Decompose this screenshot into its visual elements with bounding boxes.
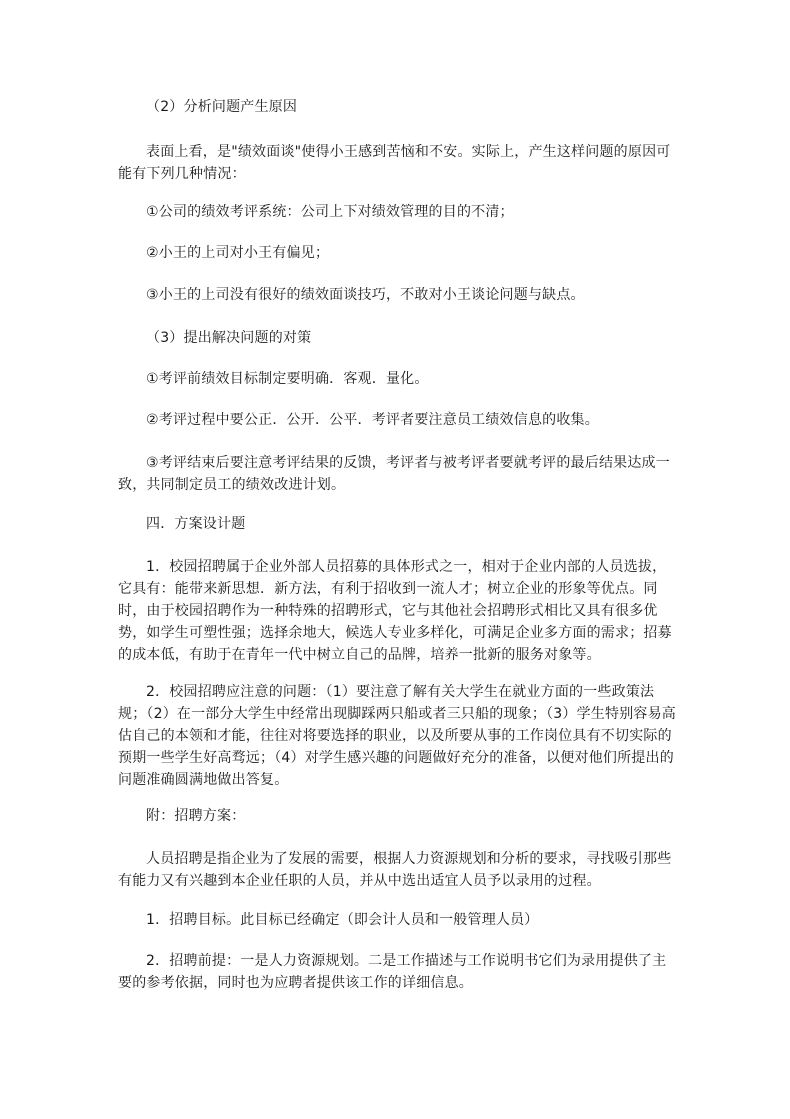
section-heading-2: （2）分析问题产生原因 [146, 99, 298, 115]
list-item-solution-3: ③考评结束后要注意考评结果的反馈，考评者与被考评者要就考评的最后结果达成一致，共同制定员工的绩效改进计划。 [118, 455, 670, 493]
list-item-cause-2: ②小王的上司对小王有偏见； [146, 245, 330, 261]
list-item-recruitment-goal: 1．招聘目标。此目标已经确定（即会计人员和一般管理人员） [146, 912, 539, 928]
list-item-recruitment-premise: 2．招聘前提：一是人力资源规划。二是工作描述与工作说明书它们为录用提供了主要的参考依据，同时也为应聘者提供该工作的详细信息。 [118, 953, 667, 991]
list-item-cause-3: ③小王的上司没有很好的绩效面谈技巧，不敢对小王谈论问题与缺点。 [146, 287, 585, 303]
section-heading-3: （3）提出解决问题的对策 [146, 330, 312, 346]
paragraph-campus-recruiting-1: 1．校园招聘属于企业外部人员招募的具体形式之一，相对于企业内部的人员选拔，它具有：能带来新思想．新方法，有利于招收到一流人才；树立企业的形象等优点。同时，由于校园招聘作为一种特殊的招聘形式，它与其他社会招聘形式相比又具有很多优势，如学生可塑性强；选择余地大，候选人专业多样化，可满足企业多方面的需求；招募的成本低，有助于在青年一代中树立自己的品牌，培养一批新的服务对象等。 [118, 559, 672, 663]
list-item-solution-1: ①考评前绩效目标制定要明确．客观．量化。 [146, 371, 429, 387]
appendix-heading: 附：招聘方案： [146, 808, 246, 824]
paragraph-campus-recruiting-2: 2．校园招聘应注意的问题：（1）要注意了解有关大学生在就业方面的一些政策法规；（2）在一部分大学生中经常出现脚踩两只船或者三只船的现象；（3）学生特别容易高估自己的本领和才能，往往对将要选择的职业，以及所要从事的工作岗位具有不切实际的预期一些学生好高骛远；（4）对学生感兴趣的问题做好充分的准备，以便对他们所提出的问题准确圆满地做出答复。 [118, 684, 677, 788]
paragraph-recruitment-definition: 人员招聘是指企业为了发展的需要，根据人力资源规划和分析的要求，寻找吸引那些有能力又有兴趣到本企业任职的人员，并从中选出适宜人员予以录用的过程。 [118, 851, 672, 889]
list-item-solution-2: ②考评过程中要公正．公开．公平．考评者要注意员工绩效信息的收集。 [146, 412, 599, 428]
paragraph-causes-intro: 表面上看，是"绩效面谈"使得小王感到苦恼和不安。实际上，产生这样问题的原因可能有下列几种情况： [118, 144, 671, 182]
list-item-cause-1: ①公司的绩效考评系统：公司上下对绩效管理的目的不清； [146, 204, 514, 220]
section-heading-four: 四．方案设计题 [146, 516, 246, 532]
